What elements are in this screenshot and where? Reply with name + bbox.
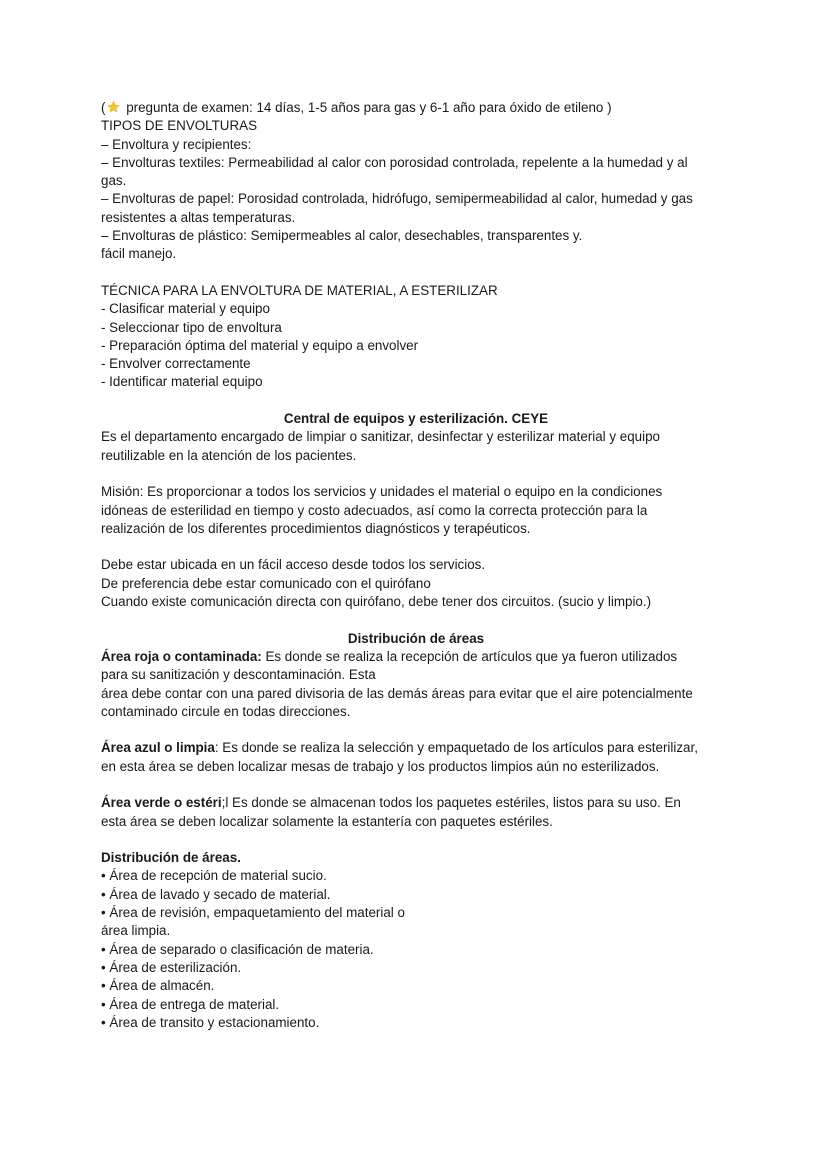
areas-list-item: área limpia. [101, 923, 171, 939]
area-azul-line: en esta área se deben localizar mesas de trabajo y los productos limpios aún no esterilizados. [101, 758, 660, 774]
area-roja-line: para su sanitización y descontaminación. Esta [101, 667, 376, 683]
area-verde-line: esta área se deben localizar solamente la estantería con paquetes estériles. [101, 813, 553, 829]
envolturas-line: – Envolturas de papel: Porosidad controlada, hidrófugo, semipermeabilidad al calor, humedad y gas [101, 191, 693, 207]
spacer [101, 831, 731, 849]
envolturas-line: gas. [101, 173, 127, 189]
tecnica-step: - Identificar material equipo [101, 374, 263, 390]
area-azul: Área azul o limpia: Es donde se realiza la selección y empaquetado de los artículos para esterilizar, [101, 740, 698, 756]
document-page [101, 99, 731, 1032]
ceye-mision: Misión: Es proporcionar a todos los servicios y unidades el material o equipo en la condiciones [101, 484, 663, 500]
star-icon [106, 100, 121, 114]
spacer [101, 721, 731, 739]
distribucion-heading: Distribución de áreas [347, 630, 485, 646]
exam-note: ( pregunta de examen: 14 días, 1-5 años para gas y 6-1 año para óxido de etileno ) [101, 100, 612, 115]
envolturas-line: – Envoltura y recipientes: [101, 136, 252, 152]
areas-list-item: • Área de separado o clasificación de materia. [101, 941, 374, 957]
spacer [101, 465, 731, 483]
areas-list-item: • Área de entrega de material. [101, 996, 280, 1012]
envolturas-line: fácil manejo. [101, 246, 177, 262]
ceye-ubicacion: Debe estar ubicada en un fácil acceso desde todos los servicios. [101, 557, 486, 573]
area-verde: Área verde o estéri;l Es donde se almacenan todos los paquetes estériles, listos para su uso. En [101, 795, 681, 811]
envolturas-title: TIPOS DE ENVOLTURAS [101, 118, 258, 134]
areas-list-item: • Área de almacén. [101, 978, 215, 994]
area-roja-label: Área roja o contaminada: [101, 648, 262, 664]
envolturas-line: resistentes a altas temperaturas. [101, 209, 296, 225]
areas-list-item: • Área de revisión, empaquetamiento del material o [101, 905, 405, 921]
area-roja-line: área debe contar con una pared divisoria de las demás áreas para evitar que el aire potencialmente [101, 685, 693, 701]
spacer [101, 264, 731, 282]
envolturas-line: – Envolturas textiles: Permeabilidad al calor con porosidad controlada, repelente a la humedad y al [101, 154, 688, 170]
area-azul-label: Área azul o limpia [101, 740, 215, 756]
tecnica-step: - Clasificar material y equipo [101, 301, 270, 317]
ceye-definition: reutilizable en la atención de los pacientes. [101, 447, 357, 463]
areas-list-item: • Área de recepción de material sucio. [101, 868, 327, 884]
areas-list-heading: Distribución de áreas. [101, 850, 241, 866]
ceye-mision: realización de los diferentes procedimientos diagnósticos y terapéuticos. [101, 520, 531, 536]
tecnica-step: - Preparación óptima del material y equipo a envolver [101, 337, 419, 353]
ceye-definition: Es el departamento encargado de limpiar o sanitizar, desinfectar y esterilizar material y equipo [101, 429, 660, 445]
spacer [101, 392, 731, 410]
tecnica-step: - Envolver correctamente [101, 356, 251, 372]
areas-list-item: • Área de transito y estacionamiento. [101, 1014, 320, 1030]
spacer [101, 776, 731, 794]
areas-list-item: • Área de lavado y secado de material. [101, 886, 331, 902]
area-roja-line: contaminado circule en todas direcciones. [101, 703, 351, 719]
ceye-mision: idóneas de esterilidad en tiempo y costo adecuados, así como la correcta protección para la [101, 502, 648, 518]
tecnica-title: TÉCNICA PARA LA ENVOLTURA DE MATERIAL, A ESTERILIZAR [101, 282, 498, 298]
areas-list-item: • Área de esterilización. [101, 959, 242, 975]
tecnica-step: - Seleccionar tipo de envoltura [101, 319, 282, 335]
ceye-ubicacion: De preferencia debe estar comunicado con el quirófano [101, 575, 431, 591]
ceye-heading: Central de equipos y esterilización. CEYE [283, 411, 549, 427]
spacer [101, 538, 731, 556]
ceye-ubicacion: Cuando existe comunicación directa con quirófano, debe tener dos circuitos. (sucio y limpio.) [101, 594, 652, 610]
area-verde-label: Área verde o estéri [101, 795, 222, 811]
area-roja: Área roja o contaminada: Es donde se realiza la recepción de artículos que ya fueron utilizados [101, 648, 678, 664]
envolturas-line: – Envolturas de plástico: Semipermeables al calor, desechables, transparentes y. [101, 228, 583, 244]
spacer [101, 611, 731, 629]
